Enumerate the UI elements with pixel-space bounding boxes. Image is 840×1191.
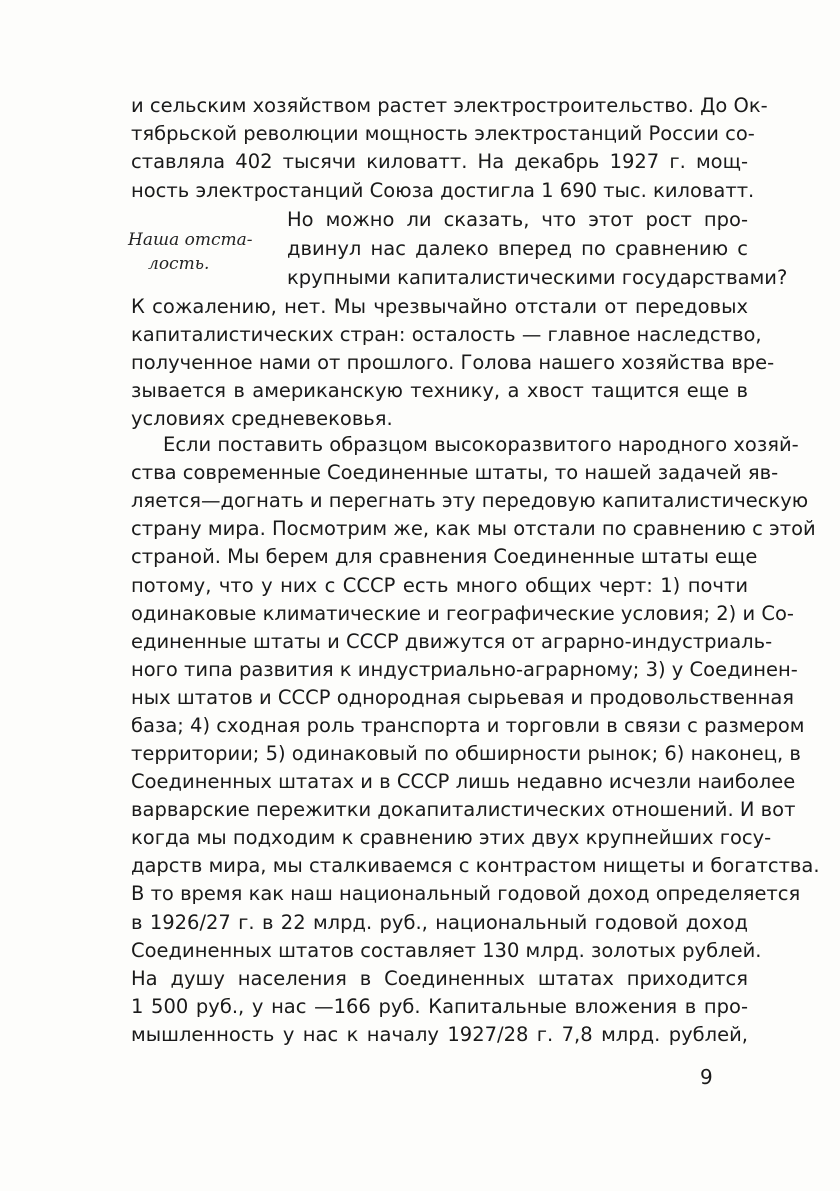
margin-note-line: Наша отста- [128, 230, 253, 250]
text-line: Если поставить образцом высокоразвитого народного хозяй- [163, 433, 799, 456]
text-line: в 1926/27 г. в 22 млрд. руб., национальный годовой доход [131, 911, 748, 934]
text-line: ставляла 402 тысячи киловатт. На декабрь 1927 г. мощ- [131, 150, 748, 173]
text-line: К сожалению, нет. Мы чрезвычайно отстали от передовых [131, 295, 748, 318]
text-line: условиях средневековья. [131, 407, 393, 430]
text-line: страной. Мы берем для сравнения Соединенные штаты еще [131, 545, 758, 568]
text-line: двинул нас далеко вперед по сравнению с [287, 237, 748, 260]
text-line: В то время как наш национальный годовой доход определяется [131, 882, 801, 905]
text-line: единенные штаты и СССР движутся от аграрно-индустриаль- [131, 630, 773, 653]
text-line: Соединенных штатов составляет 130 млрд. золотых рублей. [131, 939, 762, 962]
text-line: когда мы подходим к сравнению этих двух крупнейших госу- [131, 826, 772, 849]
text-line: На душу населения в Соединенных штатах приходится [131, 967, 748, 990]
margin-note [128, 228, 278, 276]
text-line: 1 500 руб., у нас —166 руб. Капитальные вложения в про- [131, 995, 748, 1018]
text-line: крупными капиталистическими государствами? [287, 266, 788, 289]
text-line: мышленность у нас к началу 1927/28 г. 7,8 млрд. рублей, [131, 1023, 748, 1046]
text-line: ных штатов и СССР однородная сырьевая и продовольственная [131, 686, 795, 709]
text-line: тябрьской революции мощность электростанций России со- [131, 122, 755, 145]
text-line: зывается в американскую технику, а хвост тащится еще в [131, 379, 748, 402]
text-line: база; 4) сходная роль транспорта и торговли в связи с размером [131, 714, 805, 737]
text-line: Соединенных штатах и в СССР лишь недавно исчезли наиболее [131, 770, 796, 793]
text-line: ляется—догнать и перегнать эту передовую капиталистическую [131, 489, 809, 512]
text-line: Но можно ли сказать, что этот рост про- [287, 208, 748, 231]
text-line: страну мира. Посмотрим же, как мы отстали по сравнению с этой [131, 517, 816, 540]
page-number: 9 [700, 1065, 713, 1089]
text-line: дарств мира, мы сталкиваемся с контрастом нищеты и богатства. [131, 854, 820, 877]
text-line: и сельским хозяйством растет электростроительство. До Ок- [131, 94, 768, 117]
text-line: варварские пережитки докапиталистических отношений. И вот [131, 798, 796, 821]
text-line: территории; 5) одинаковый по обширности рынок; 6) наконец, в [131, 742, 801, 765]
text-line: капиталистических стран: осталость — главное наследство, [131, 323, 762, 346]
text-line: одинаковые климатические и географические условия; 2) и Со- [131, 602, 794, 625]
text-line: ного типа развития к индустриально-аграрному; 3) у Соединен- [131, 658, 798, 681]
text-line: ства современные Соединенные штаты, то нашей задачей яв- [131, 461, 779, 484]
text-line: полученное нами от прошлого. Голова нашего хозяйства вре- [131, 351, 775, 374]
margin-note-line: лость. [148, 254, 210, 274]
text-line: потому, что у них с СССР есть много общих черт: 1) почти [131, 574, 748, 597]
text-line: ность электростанций Союза достигла 1 690 тыс. киловатт. [131, 179, 755, 202]
